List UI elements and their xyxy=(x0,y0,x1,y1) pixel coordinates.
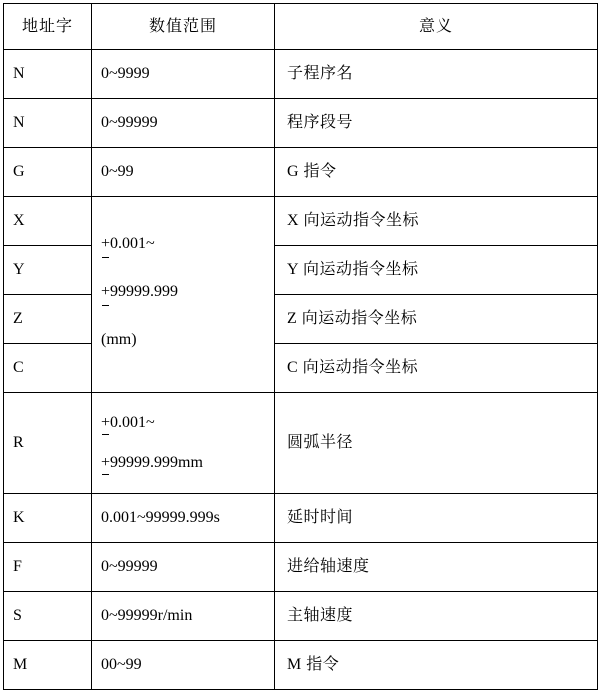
range-line-2-value: 99999.999 xyxy=(110,283,179,300)
cell-meaning-g xyxy=(275,148,598,197)
table-row xyxy=(4,543,598,592)
address-value: F xyxy=(13,557,22,575)
plus-minus-sign: + xyxy=(101,277,110,307)
meaning-value: 延时时间 xyxy=(287,508,354,526)
cell-range-xyzc-merged xyxy=(92,197,275,393)
address-value: M xyxy=(13,655,28,673)
range-line-1-value: 0.001~ xyxy=(110,235,155,252)
meaning-value: M 指令 xyxy=(287,655,340,673)
header-label-meaning: 意义 xyxy=(418,18,453,35)
cell-range-g xyxy=(92,148,275,197)
address-value: R xyxy=(13,434,24,451)
cell-address-f xyxy=(4,543,92,592)
cell-range-n-1 xyxy=(92,50,275,99)
plus-minus-sign: + xyxy=(101,450,110,476)
meaning-value: C 向运动指令坐标 xyxy=(287,358,419,376)
cell-address-m xyxy=(4,641,92,690)
range-line-1-value: 0.001~ xyxy=(110,414,155,431)
address-value: K xyxy=(13,508,25,526)
table-row xyxy=(4,641,598,690)
address-value: Z xyxy=(13,309,23,327)
cell-meaning-y xyxy=(275,246,598,295)
cell-address-n-1 xyxy=(4,50,92,99)
table-row xyxy=(4,148,598,197)
range-value: 0~99999 xyxy=(101,113,158,131)
cell-address-r xyxy=(4,393,92,494)
cell-range-f xyxy=(92,543,275,592)
cell-range-n-2 xyxy=(92,99,275,148)
table-row xyxy=(4,99,598,148)
plus-minus-sign: + xyxy=(101,229,110,259)
meaning-value: 主轴速度 xyxy=(287,606,354,624)
range-line-1 xyxy=(101,229,274,277)
header-cell-address-word xyxy=(4,4,92,50)
cell-meaning-z xyxy=(275,295,598,344)
cell-address-n-2 xyxy=(4,99,92,148)
table-row xyxy=(4,50,598,99)
cell-address-g xyxy=(4,148,92,197)
address-value: N xyxy=(13,113,25,131)
meaning-value: 程序段号 xyxy=(287,113,354,131)
address-value: Y xyxy=(13,260,25,278)
range-value: 0~99999r/min xyxy=(101,606,193,624)
cell-meaning-n-2 xyxy=(275,99,598,148)
cell-address-k xyxy=(4,494,92,543)
cell-range-m xyxy=(92,641,275,690)
cell-address-c xyxy=(4,344,92,393)
cell-address-y xyxy=(4,246,92,295)
range-value: 0~99 xyxy=(101,162,134,180)
range-line-2 xyxy=(101,450,274,490)
table-row xyxy=(4,393,598,494)
meaning-value: G 指令 xyxy=(287,162,337,180)
spec-table-container xyxy=(3,3,597,690)
meaning-value: Z 向运动指令坐标 xyxy=(287,309,418,327)
range-line-1 xyxy=(101,410,274,450)
range-line-2-value: 99999.999mm xyxy=(110,454,203,471)
range-stack xyxy=(92,396,274,490)
cell-meaning-n-1 xyxy=(275,50,598,99)
cell-range-k xyxy=(92,494,275,543)
cell-meaning-k xyxy=(275,494,598,543)
meaning-value: Y 向运动指令坐标 xyxy=(287,260,419,278)
table-header-row xyxy=(4,4,598,50)
header-cell-meaning xyxy=(275,4,598,50)
address-value: C xyxy=(13,358,24,376)
table-row xyxy=(4,197,598,246)
cell-range-r xyxy=(92,393,275,494)
address-value: X xyxy=(13,211,25,229)
plus-minus-sign: + xyxy=(101,410,110,436)
table-row xyxy=(4,592,598,641)
meaning-value: 圆弧半径 xyxy=(287,434,354,451)
header-label-value-range: 数值范围 xyxy=(148,18,217,35)
header-label-address-word: 地址字 xyxy=(21,18,73,35)
cell-address-s xyxy=(4,592,92,641)
range-line-2 xyxy=(101,277,274,325)
cell-address-z xyxy=(4,295,92,344)
cell-meaning-c xyxy=(275,344,598,393)
header-cell-value-range xyxy=(92,4,275,50)
cell-meaning-s xyxy=(275,592,598,641)
address-value: G xyxy=(13,162,25,180)
cell-meaning-r xyxy=(275,393,598,494)
range-value: 00~99 xyxy=(101,655,142,673)
cell-range-s xyxy=(92,592,275,641)
range-value: 0~9999 xyxy=(101,64,150,82)
range-value: 0.001~99999.999s xyxy=(101,508,220,526)
meaning-value: 子程序名 xyxy=(287,64,354,82)
meaning-value: X 向运动指令坐标 xyxy=(287,211,420,229)
range-stack xyxy=(92,216,274,373)
address-value: N xyxy=(13,64,25,82)
cell-meaning-m xyxy=(275,641,598,690)
meaning-value: 进给轴速度 xyxy=(287,557,370,575)
address-value: S xyxy=(13,606,22,624)
table-row xyxy=(4,494,598,543)
cell-meaning-f xyxy=(275,543,598,592)
address-word-spec-table xyxy=(3,3,598,690)
cell-meaning-x xyxy=(275,197,598,246)
range-line-3-unit: (mm) xyxy=(101,331,137,348)
range-value: 0~99999 xyxy=(101,557,158,575)
cell-address-x xyxy=(4,197,92,246)
